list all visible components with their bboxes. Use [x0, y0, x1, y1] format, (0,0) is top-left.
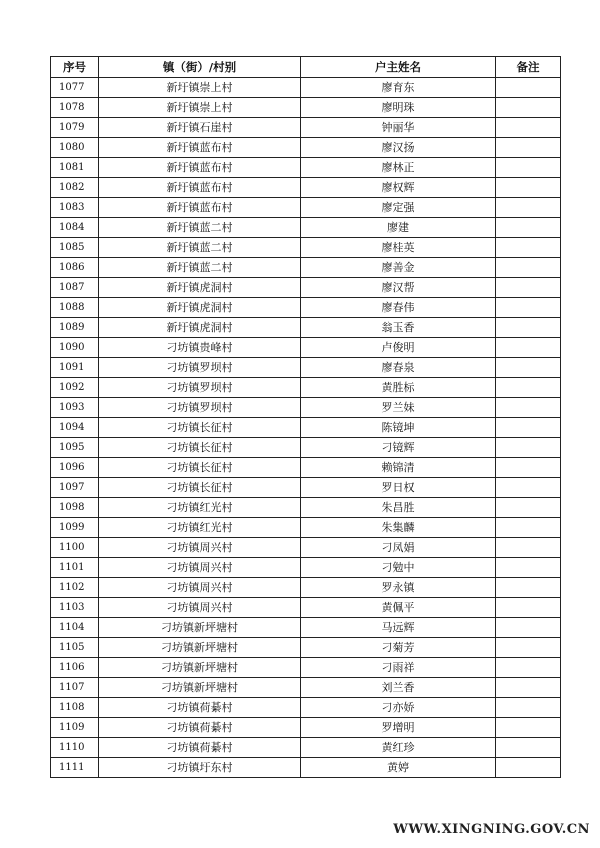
cell-index: 1107: [51, 678, 99, 698]
table-row: [51, 418, 561, 438]
cell-town-village: 新圩镇虎洞村: [99, 318, 301, 338]
cell-householder: 钟丽华: [301, 118, 496, 138]
cell-index: 1079: [51, 118, 99, 138]
cell-index: 1102: [51, 578, 99, 598]
table-body: [51, 78, 561, 778]
table-header-row: [51, 57, 561, 78]
cell-town-village: 刁坊镇长征村: [99, 478, 301, 498]
cell-householder: 黄红珍: [301, 738, 496, 758]
cell-householder: 刁菊芳: [301, 638, 496, 658]
cell-householder: 黄婷: [301, 758, 496, 778]
table-row: [51, 178, 561, 198]
header-index: 序号: [51, 57, 99, 78]
cell-index: 1101: [51, 558, 99, 578]
cell-remarks: [496, 558, 561, 578]
cell-town-village: 新圩镇虎洞村: [99, 298, 301, 318]
table-row: [51, 618, 561, 638]
cell-town-village: 新圩镇崇上村: [99, 78, 301, 98]
cell-remarks: [496, 138, 561, 158]
cell-index: 1105: [51, 638, 99, 658]
cell-householder: 刁雨祥: [301, 658, 496, 678]
cell-town-village: 刁坊镇罗坝村: [99, 398, 301, 418]
cell-remarks: [496, 458, 561, 478]
cell-householder: 卢俊明: [301, 338, 496, 358]
cell-town-village: 新圩镇虎洞村: [99, 278, 301, 298]
cell-town-village: 新圩镇崇上村: [99, 98, 301, 118]
cell-town-village: 新圩镇蓝布村: [99, 138, 301, 158]
table-row: [51, 738, 561, 758]
cell-town-village: 刁坊镇周兴村: [99, 538, 301, 558]
cell-index: 1089: [51, 318, 99, 338]
table-row: [51, 498, 561, 518]
cell-remarks: [496, 318, 561, 338]
cell-householder: 廖林正: [301, 158, 496, 178]
cell-town-village: 刁坊镇荷綦村: [99, 718, 301, 738]
cell-town-village: 新圩镇蓝布村: [99, 178, 301, 198]
cell-index: 1086: [51, 258, 99, 278]
cell-town-village: 新圩镇蓝布村: [99, 158, 301, 178]
cell-town-village: 刁坊镇荷綦村: [99, 738, 301, 758]
cell-index: 1094: [51, 418, 99, 438]
cell-town-village: 新圩镇蓝二村: [99, 218, 301, 238]
cell-householder: 朱昌胜: [301, 498, 496, 518]
cell-householder: 刁凤娟: [301, 538, 496, 558]
table-row: [51, 558, 561, 578]
cell-town-village: 刁坊镇罗坝村: [99, 358, 301, 378]
cell-householder: 罗永镇: [301, 578, 496, 598]
table-row: [51, 638, 561, 658]
cell-town-village: 刁坊镇长征村: [99, 458, 301, 478]
cell-index: 1080: [51, 138, 99, 158]
cell-index: 1077: [51, 78, 99, 98]
cell-householder: 廖汉扬: [301, 138, 496, 158]
table-row: [51, 278, 561, 298]
table-row: [51, 258, 561, 278]
cell-town-village: 刁坊镇贵峰村: [99, 338, 301, 358]
cell-householder: 马远辉: [301, 618, 496, 638]
cell-householder: 廖明珠: [301, 98, 496, 118]
cell-index: 1095: [51, 438, 99, 458]
cell-householder: 黄胜标: [301, 378, 496, 398]
cell-householder: 黄佩平: [301, 598, 496, 618]
cell-index: 1099: [51, 518, 99, 538]
cell-remarks: [496, 218, 561, 238]
cell-householder: 廖春伟: [301, 298, 496, 318]
cell-remarks: [496, 398, 561, 418]
cell-remarks: [496, 298, 561, 318]
table-row: [51, 378, 561, 398]
cell-index: 1087: [51, 278, 99, 298]
cell-remarks: [496, 158, 561, 178]
table-row: [51, 658, 561, 678]
cell-town-village: 刁坊镇新坪塘村: [99, 658, 301, 678]
cell-householder: 刁镜辉: [301, 438, 496, 458]
cell-remarks: [496, 638, 561, 658]
cell-householder: 廖建: [301, 218, 496, 238]
cell-householder: 廖春泉: [301, 358, 496, 378]
cell-remarks: [496, 238, 561, 258]
cell-householder: 刘兰香: [301, 678, 496, 698]
table-row: [51, 758, 561, 778]
cell-town-village: 新圩镇蓝布村: [99, 198, 301, 218]
cell-index: 1104: [51, 618, 99, 638]
cell-remarks: [496, 738, 561, 758]
cell-index: 1096: [51, 458, 99, 478]
cell-town-village: 新圩镇石崖村: [99, 118, 301, 138]
cell-town-village: 刁坊镇荷綦村: [99, 698, 301, 718]
cell-index: 1109: [51, 718, 99, 738]
cell-town-village: 刁坊镇新坪塘村: [99, 678, 301, 698]
cell-index: 1100: [51, 538, 99, 558]
cell-remarks: [496, 518, 561, 538]
cell-remarks: [496, 598, 561, 618]
cell-town-village: 刁坊镇周兴村: [99, 578, 301, 598]
website-watermark: WWW.XINGNING.GOV.CN: [393, 822, 590, 837]
table-row: [51, 218, 561, 238]
cell-remarks: [496, 278, 561, 298]
cell-town-village: 刁坊镇周兴村: [99, 598, 301, 618]
cell-remarks: [496, 478, 561, 498]
table-row: [51, 578, 561, 598]
cell-index: 1092: [51, 378, 99, 398]
table-row: [51, 78, 561, 98]
cell-householder: 廖汉帮: [301, 278, 496, 298]
cell-householder: 赖锦清: [301, 458, 496, 478]
household-table: [50, 56, 561, 778]
cell-index: 1084: [51, 218, 99, 238]
cell-householder: 翁玉香: [301, 318, 496, 338]
cell-index: 1111: [51, 758, 99, 778]
table-row: [51, 678, 561, 698]
table-row: [51, 598, 561, 618]
cell-town-village: 刁坊镇新坪塘村: [99, 618, 301, 638]
cell-index: 1110: [51, 738, 99, 758]
cell-householder: 刁亦娇: [301, 698, 496, 718]
cell-remarks: [496, 358, 561, 378]
cell-town-village: 刁坊镇周兴村: [99, 558, 301, 578]
cell-remarks: [496, 698, 561, 718]
cell-remarks: [496, 758, 561, 778]
cell-index: 1091: [51, 358, 99, 378]
table-row: [51, 358, 561, 378]
cell-householder: 刁勉中: [301, 558, 496, 578]
cell-index: 1097: [51, 478, 99, 498]
cell-householder: 罗兰妹: [301, 398, 496, 418]
table-row: [51, 318, 561, 338]
cell-remarks: [496, 378, 561, 398]
table-row: [51, 538, 561, 558]
cell-householder: 罗日权: [301, 478, 496, 498]
cell-householder: 廖权辉: [301, 178, 496, 198]
table-row: [51, 698, 561, 718]
cell-town-village: 刁坊镇红光村: [99, 518, 301, 538]
cell-index: 1106: [51, 658, 99, 678]
cell-index: 1082: [51, 178, 99, 198]
cell-index: 1088: [51, 298, 99, 318]
table-row: [51, 118, 561, 138]
table-row: [51, 458, 561, 478]
document-page: [50, 56, 560, 778]
cell-householder: 罗增明: [301, 718, 496, 738]
cell-remarks: [496, 578, 561, 598]
cell-remarks: [496, 178, 561, 198]
cell-town-village: 刁坊镇圩东村: [99, 758, 301, 778]
table-row: [51, 138, 561, 158]
table-row: [51, 158, 561, 178]
cell-index: 1108: [51, 698, 99, 718]
table-row: [51, 518, 561, 538]
table-row: [51, 98, 561, 118]
cell-index: 1085: [51, 238, 99, 258]
table-row: [51, 438, 561, 458]
table-row: [51, 298, 561, 318]
cell-index: 1078: [51, 98, 99, 118]
cell-remarks: [496, 618, 561, 638]
table-row: [51, 718, 561, 738]
cell-index: 1103: [51, 598, 99, 618]
cell-town-village: 刁坊镇长征村: [99, 438, 301, 458]
cell-householder: 廖善金: [301, 258, 496, 278]
header-town-village: 镇（街）/村别: [99, 57, 301, 78]
cell-town-village: 刁坊镇新坪塘村: [99, 638, 301, 658]
cell-remarks: [496, 438, 561, 458]
table-row: [51, 338, 561, 358]
cell-town-village: 刁坊镇红光村: [99, 498, 301, 518]
cell-index: 1093: [51, 398, 99, 418]
cell-householder: 廖育东: [301, 78, 496, 98]
cell-remarks: [496, 498, 561, 518]
cell-remarks: [496, 718, 561, 738]
cell-remarks: [496, 338, 561, 358]
cell-householder: 廖桂英: [301, 238, 496, 258]
cell-index: 1098: [51, 498, 99, 518]
cell-householder: 朱集麟: [301, 518, 496, 538]
cell-remarks: [496, 678, 561, 698]
cell-remarks: [496, 78, 561, 98]
cell-remarks: [496, 658, 561, 678]
header-remarks: 备注: [496, 57, 561, 78]
header-householder: 户主姓名: [301, 57, 496, 78]
table-row: [51, 238, 561, 258]
cell-remarks: [496, 258, 561, 278]
cell-town-village: 刁坊镇罗坝村: [99, 378, 301, 398]
cell-town-village: 新圩镇蓝二村: [99, 238, 301, 258]
table-row: [51, 478, 561, 498]
cell-index: 1090: [51, 338, 99, 358]
cell-index: 1081: [51, 158, 99, 178]
cell-remarks: [496, 538, 561, 558]
cell-remarks: [496, 198, 561, 218]
cell-remarks: [496, 118, 561, 138]
table-row: [51, 198, 561, 218]
table-row: [51, 398, 561, 418]
cell-index: 1083: [51, 198, 99, 218]
cell-householder: 廖定强: [301, 198, 496, 218]
cell-town-village: 刁坊镇长征村: [99, 418, 301, 438]
cell-remarks: [496, 418, 561, 438]
cell-town-village: 新圩镇蓝二村: [99, 258, 301, 278]
cell-remarks: [496, 98, 561, 118]
cell-householder: 陈镜坤: [301, 418, 496, 438]
